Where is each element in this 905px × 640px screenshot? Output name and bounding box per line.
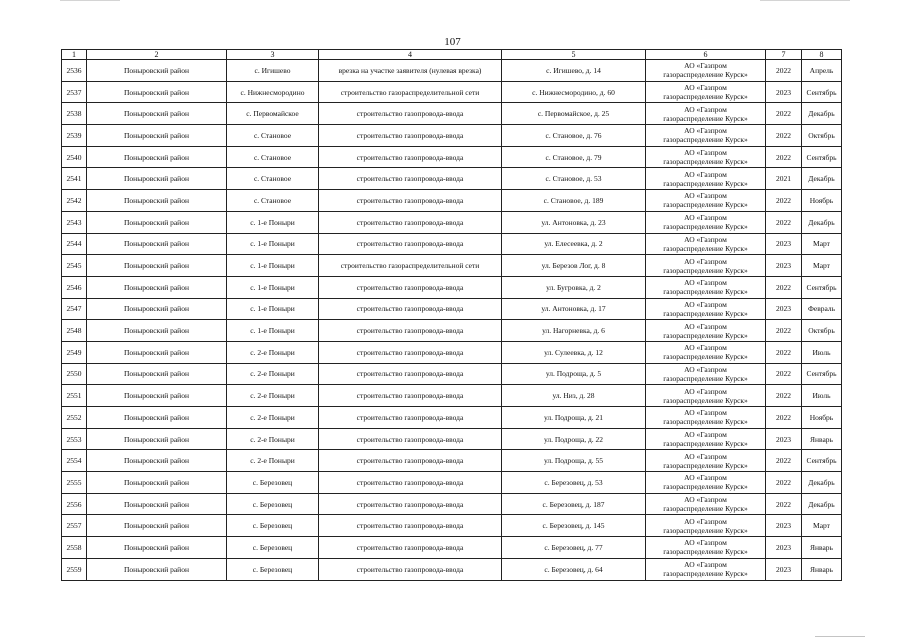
organization-line-1: АО «Газпром [684,213,727,223]
district-cell: Поныровский район [87,298,227,320]
year-cell: 2023 [766,558,802,580]
row-number-cell: 2537 [62,81,87,103]
organization-line-1: АО «Газпром [684,343,727,353]
organization-line-1: АО «Газпром [684,495,727,505]
work-type-cell: строительство газопровода-ввода [319,233,502,255]
address-cell: ул. Сулеевка, д. 12 [502,341,646,363]
row-number-cell: 2550 [62,363,87,385]
settlement-cell: с. 2-е Поныри [227,428,319,450]
row-number-cell: 2547 [62,298,87,320]
table-row [62,341,842,363]
district-cell: Поныровский район [87,407,227,429]
settlement-cell: с. Березовец [227,558,319,580]
year-cell: 2022 [766,407,802,429]
work-type-cell: строительство газопровода-ввода [319,428,502,450]
address-cell: ул. Низ, д. 28 [502,385,646,407]
organization-line-1: АО «Газпром [684,321,727,331]
organization-line-1: АО «Газпром [684,83,727,93]
address-cell: с. Нижнесмородино, д. 60 [502,81,646,103]
month-cell: Ноябрь [802,190,842,212]
organization-line-1: АО «Газпром [684,169,727,179]
year-cell: 2022 [766,493,802,515]
organization-cell [646,211,766,233]
organization-cell [646,385,766,407]
scan-mark-bottom-right [815,636,865,637]
settlement-cell: с. 2-е Поныри [227,450,319,472]
column-header-5: 5 [502,50,646,60]
organization-cell [646,190,766,212]
table-row [62,60,842,82]
month-cell: Март [802,255,842,277]
year-cell: 2023 [766,515,802,537]
work-type-cell: строительство газопровода-ввода [319,298,502,320]
district-cell: Поныровский район [87,255,227,277]
organization-line-2: газораспределение Курск» [663,417,748,427]
organization-cell [646,60,766,82]
organization-line-1: АО «Газпром [684,386,727,396]
settlement-cell: с. Игишево [227,60,319,82]
row-number-cell: 2549 [62,341,87,363]
district-cell: Поныровский район [87,168,227,190]
column-header-1: 1 [62,50,87,60]
month-cell: Сентябрь [802,81,842,103]
organization-line-2: газораспределение Курск» [663,504,748,514]
district-cell: Поныровский район [87,472,227,494]
table-header-row [62,50,842,60]
district-cell: Поныровский район [87,81,227,103]
year-cell: 2022 [766,125,802,147]
month-cell: Февраль [802,298,842,320]
address-cell: ул. Бугровка, д. 2 [502,276,646,298]
organization-cell [646,276,766,298]
table-row [62,233,842,255]
work-type-cell: строительство газопровода-ввода [319,103,502,125]
district-cell: Поныровский район [87,385,227,407]
settlement-cell: с. Становое [227,146,319,168]
address-cell: с. Березовец, д. 145 [502,515,646,537]
organization-line-1: АО «Газпром [684,191,727,201]
settlement-cell: с. 1-е Поныри [227,320,319,342]
organization-line-2: газораспределение Курск» [663,135,748,145]
month-cell: Апрель [802,60,842,82]
year-cell: 2022 [766,320,802,342]
organization-line-2: газораспределение Курск» [663,439,748,449]
organization-line-2: газораспределение Курск» [663,113,748,123]
year-cell: 2022 [766,190,802,212]
row-number-cell: 2542 [62,190,87,212]
table-row [62,407,842,429]
table-row [62,103,842,125]
year-cell: 2022 [766,146,802,168]
work-type-cell: строительство газопровода-ввода [319,385,502,407]
row-number-cell: 2554 [62,450,87,472]
organization-line-2: газораспределение Курск» [663,460,748,470]
settlement-cell: с. 1-е Поныри [227,211,319,233]
work-type-cell: строительство газопровода-ввода [319,493,502,515]
settlement-cell: с. 1-е Поныри [227,255,319,277]
year-cell: 2023 [766,537,802,559]
year-cell: 2023 [766,255,802,277]
month-cell: Октябрь [802,125,842,147]
row-number-cell: 2559 [62,558,87,580]
work-type-cell: строительство газопровода-ввода [319,125,502,147]
settlement-cell: с. 2-е Поныри [227,407,319,429]
work-type-cell: врезка на участке заявителя (нулевая врезка) [319,60,502,82]
organization-cell [646,298,766,320]
row-number-cell: 2544 [62,233,87,255]
address-cell: с. Становое, д. 53 [502,168,646,190]
work-type-cell: строительство газораспределительной сети [319,255,502,277]
table-row [62,558,842,580]
organization-line-1: АО «Газпром [684,104,727,114]
district-cell: Поныровский район [87,493,227,515]
row-number-cell: 2543 [62,211,87,233]
column-header-7: 7 [766,50,802,60]
organization-line-1: АО «Газпром [684,538,727,548]
month-cell: Июль [802,341,842,363]
table-row [62,190,842,212]
table-row [62,363,842,385]
organization-line-2: газораспределение Курск» [663,569,748,579]
year-cell: 2022 [766,450,802,472]
month-cell: Декабрь [802,103,842,125]
district-cell: Поныровский район [87,190,227,212]
district-cell: Поныровский район [87,341,227,363]
work-type-cell: строительство газопровода-ввода [319,320,502,342]
organization-line-2: газораспределение Курск» [663,547,748,557]
month-cell: Январь [802,428,842,450]
organization-cell [646,168,766,190]
year-cell: 2022 [766,385,802,407]
organization-line-1: АО «Газпром [684,473,727,483]
organization-line-2: газораспределение Курск» [663,330,748,340]
address-cell: с. Игишево, д. 14 [502,60,646,82]
work-type-cell: строительство газопровода-ввода [319,537,502,559]
organization-cell [646,103,766,125]
address-cell: ул. Подроща, д. 55 [502,450,646,472]
address-cell: с. Становое, д. 189 [502,190,646,212]
month-cell: Январь [802,537,842,559]
year-cell: 2023 [766,428,802,450]
scan-mark-top-right [760,0,850,1]
month-cell: Март [802,515,842,537]
organization-line-2: газораспределение Курск» [663,265,748,275]
settlement-cell: с. Становое [227,168,319,190]
settlement-cell: с. Первомайское [227,103,319,125]
organization-line-2: газораспределение Курск» [663,243,748,253]
table-row [62,493,842,515]
year-cell: 2022 [766,363,802,385]
row-number-cell: 2546 [62,276,87,298]
organization-line-1: АО «Газпром [684,234,727,244]
row-number-cell: 2552 [62,407,87,429]
row-number-cell: 2536 [62,60,87,82]
table-row [62,385,842,407]
row-number-cell: 2556 [62,493,87,515]
organization-cell [646,81,766,103]
organization-cell [646,450,766,472]
organization-cell [646,255,766,277]
settlement-cell: с. 1-е Поныри [227,298,319,320]
organization-cell [646,341,766,363]
work-type-cell: строительство газопровода-ввода [319,363,502,385]
gas-connection-table [61,49,842,581]
organization-line-1: АО «Газпром [684,364,727,374]
work-type-cell: строительство газопровода-ввода [319,341,502,363]
organization-line-2: газораспределение Курск» [663,482,748,492]
column-header-3: 3 [227,50,319,60]
organization-cell [646,558,766,580]
organization-line-1: АО «Газпром [684,256,727,266]
organization-line-2: газораспределение Курск» [663,200,748,210]
address-cell: с. Березовец, д. 187 [502,493,646,515]
row-number-cell: 2539 [62,125,87,147]
organization-cell [646,363,766,385]
district-cell: Поныровский район [87,450,227,472]
settlement-cell: с. Березовец [227,515,319,537]
organization-line-1: АО «Газпром [684,560,727,570]
settlement-cell: с. 1-е Поныри [227,233,319,255]
organization-line-1: АО «Газпром [684,408,727,418]
month-cell: Сентябрь [802,363,842,385]
work-type-cell: строительство газопровода-ввода [319,407,502,429]
row-number-cell: 2555 [62,472,87,494]
table-row [62,168,842,190]
district-cell: Поныровский район [87,60,227,82]
table-row [62,320,842,342]
address-cell: ул. Антоновка, д. 17 [502,298,646,320]
table-row [62,537,842,559]
work-type-cell: строительство газопровода-ввода [319,146,502,168]
row-number-cell: 2545 [62,255,87,277]
organization-cell [646,493,766,515]
settlement-cell: с. Становое [227,190,319,212]
address-cell: ул. Нагорневка, д. 6 [502,320,646,342]
work-type-cell: строительство газопровода-ввода [319,168,502,190]
organization-line-2: газораспределение Курск» [663,308,748,318]
row-number-cell: 2558 [62,537,87,559]
year-cell: 2022 [766,472,802,494]
organization-line-1: АО «Газпром [684,126,727,136]
organization-cell [646,125,766,147]
district-cell: Поныровский район [87,211,227,233]
district-cell: Поныровский район [87,428,227,450]
district-cell: Поныровский район [87,320,227,342]
district-cell: Поныровский район [87,363,227,385]
month-cell: Сентябрь [802,146,842,168]
year-cell: 2022 [766,211,802,233]
table-row [62,276,842,298]
table-row [62,146,842,168]
table-row [62,298,842,320]
work-type-cell: строительство газопровода-ввода [319,211,502,233]
table-row [62,428,842,450]
organization-line-2: газораспределение Курск» [663,395,748,405]
work-type-cell: строительство газораспределительной сети [319,81,502,103]
organization-line-1: АО «Газпром [684,148,727,158]
row-number-cell: 2540 [62,146,87,168]
organization-cell [646,537,766,559]
year-cell: 2023 [766,298,802,320]
year-cell: 2023 [766,233,802,255]
table-row [62,515,842,537]
organization-line-1: АО «Газпром [684,299,727,309]
settlement-cell: с. Нижнесмородино [227,81,319,103]
organization-line-2: газораспределение Курск» [663,178,748,188]
row-number-cell: 2551 [62,385,87,407]
organization-line-1: АО «Газпром [684,516,727,526]
organization-line-2: газораспределение Курск» [663,222,748,232]
address-cell: с. Становое, д. 76 [502,125,646,147]
settlement-cell: с. Березовец [227,493,319,515]
address-cell: с. Становое, д. 79 [502,146,646,168]
district-cell: Поныровский район [87,103,227,125]
organization-line-2: газораспределение Курск» [663,373,748,383]
work-type-cell: строительство газопровода-ввода [319,558,502,580]
organization-line-1: АО «Газпром [684,278,727,288]
district-cell: Поныровский район [87,146,227,168]
work-type-cell: строительство газопровода-ввода [319,276,502,298]
table-row [62,450,842,472]
work-type-cell: строительство газопровода-ввода [319,515,502,537]
table-row [62,255,842,277]
table-row [62,81,842,103]
organization-line-1: АО «Газпром [684,61,727,71]
settlement-cell: с. 2-е Поныри [227,385,319,407]
address-cell: ул. Подроща, д. 5 [502,363,646,385]
district-cell: Поныровский район [87,558,227,580]
row-number-cell: 2541 [62,168,87,190]
column-header-4: 4 [319,50,502,60]
column-header-2: 2 [87,50,227,60]
year-cell: 2022 [766,276,802,298]
month-cell: Июль [802,385,842,407]
address-cell: с. Первомайское, д. 25 [502,103,646,125]
organization-line-1: АО «Газпром [684,451,727,461]
work-type-cell: строительство газопровода-ввода [319,190,502,212]
settlement-cell: с. 2-е Поныри [227,341,319,363]
year-cell: 2022 [766,60,802,82]
table-row [62,211,842,233]
district-cell: Поныровский район [87,233,227,255]
year-cell: 2021 [766,168,802,190]
address-cell: ул. Березов Лог, д. 8 [502,255,646,277]
district-cell: Поныровский район [87,515,227,537]
address-cell: ул. Подроща, д. 22 [502,428,646,450]
organization-line-2: газораспределение Курск» [663,157,748,167]
organization-cell [646,515,766,537]
row-number-cell: 2538 [62,103,87,125]
settlement-cell: с. Становое [227,125,319,147]
month-cell: Декабрь [802,168,842,190]
month-cell: Декабрь [802,472,842,494]
organization-cell [646,320,766,342]
organization-cell [646,428,766,450]
scan-mark-top [60,0,120,1]
organization-line-2: газораспределение Курск» [663,352,748,362]
organization-line-2: газораспределение Курск» [663,287,748,297]
organization-cell [646,472,766,494]
month-cell: Март [802,233,842,255]
organization-line-2: газораспределение Курск» [663,70,748,80]
month-cell: Сентябрь [802,450,842,472]
work-type-cell: строительство газопровода-ввода [319,450,502,472]
table-row [62,125,842,147]
organization-cell [646,146,766,168]
page-number: 107 [444,36,461,48]
address-cell: с. Березовец, д. 77 [502,537,646,559]
column-header-6: 6 [646,50,766,60]
organization-cell [646,407,766,429]
organization-line-2: газораспределение Курск» [663,92,748,102]
address-cell: с. Березовец, д. 64 [502,558,646,580]
month-cell: Декабрь [802,493,842,515]
organization-cell [646,233,766,255]
month-cell: Декабрь [802,211,842,233]
year-cell: 2023 [766,81,802,103]
district-cell: Поныровский район [87,276,227,298]
month-cell: Сентябрь [802,276,842,298]
settlement-cell: с. 1-е Поныри [227,276,319,298]
year-cell: 2022 [766,103,802,125]
row-number-cell: 2548 [62,320,87,342]
work-type-cell: строительство газопровода-ввода [319,472,502,494]
month-cell: Январь [802,558,842,580]
address-cell: с. Березовец, д. 53 [502,472,646,494]
settlement-cell: с. Березовец [227,537,319,559]
year-cell: 2022 [766,341,802,363]
address-cell: ул. Елесеевка, д. 2 [502,233,646,255]
column-header-8: 8 [802,50,842,60]
month-cell: Ноябрь [802,407,842,429]
row-number-cell: 2553 [62,428,87,450]
address-cell: ул. Подроща, д. 21 [502,407,646,429]
month-cell: Октябрь [802,320,842,342]
organization-line-1: АО «Газпром [684,430,727,440]
settlement-cell: с. Березовец [227,472,319,494]
district-cell: Поныровский район [87,125,227,147]
settlement-cell: с. 2-е Поныри [227,363,319,385]
district-cell: Поныровский район [87,537,227,559]
organization-line-2: газораспределение Курск» [663,525,748,535]
table-row [62,472,842,494]
row-number-cell: 2557 [62,515,87,537]
address-cell: ул. Антоновка, д. 23 [502,211,646,233]
